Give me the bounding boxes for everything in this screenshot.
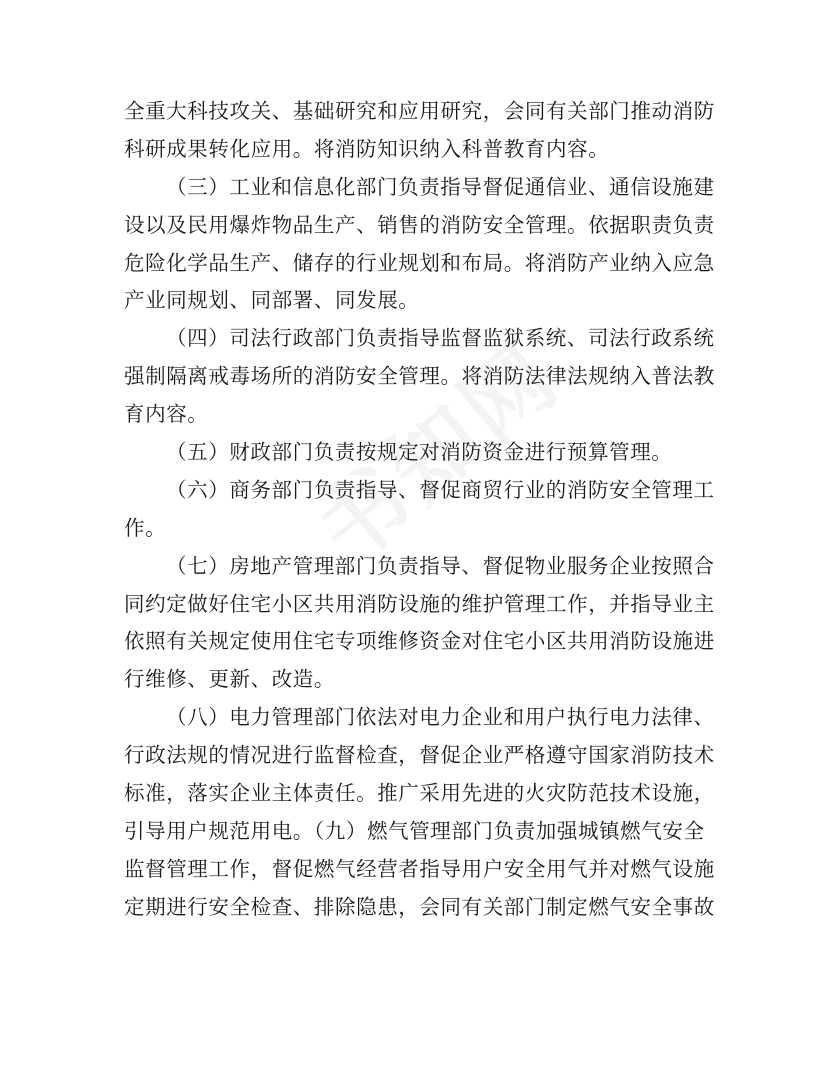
- text-line: 危险化学品生产、储存的行业规划和布局。将消防产业纳入应急: [124, 250, 715, 275]
- text-line: 定期进行安全检查、排除隐患，会同有关部门制定燃气安全事故: [124, 894, 715, 919]
- text-line: 育内容。: [124, 402, 209, 427]
- text-line: 产业同规划、同部署、同发展。: [124, 288, 420, 313]
- text-line: 全重大科技攻关、基础研究和应用研究，会同有关部门推动消防: [124, 99, 715, 123]
- text-line: 行维修、更新、改造。: [124, 667, 335, 692]
- text-line: 作。: [124, 515, 167, 540]
- text-line: 设以及民用爆炸物品生产、销售的消防安全管理。依据职责负责: [124, 212, 715, 237]
- text-line: 依照有关规定使用住宅专项维修资金对住宅小区共用消防设施进: [124, 629, 715, 654]
- text-line: 监督管理工作，督促燃气经营者指导用户安全用气并对燃气设施: [124, 856, 715, 881]
- text-line: 同约定做好住宅小区共用消防设施的维护管理工作，并指导业主: [124, 591, 715, 616]
- text-line: 科研成果转化应用。将消防知识纳入科普教育内容。: [124, 136, 610, 161]
- document-body: [124, 93, 715, 927]
- text-line: 标准，落实企业主体责任。推广采用先进的火灾防范技术设施，: [124, 781, 715, 806]
- text-line: 强制隔离戒毒场所的消防安全管理。将消防法律法规纳入普法教: [124, 364, 715, 389]
- paragraph-start-8: （八）电力管理部门依法对电力企业和用户执行电力法律、: [166, 705, 715, 730]
- paragraph-start-5: （五）财政部门负责按规定对消防资金进行预算管理。: [166, 440, 673, 465]
- paragraph-start-3: （三）工业和信息化部门负责指导督促通信业、通信设施建: [166, 174, 715, 199]
- paragraph-start-6: （六）商务部门负责指导、督促商贸行业的消防安全管理工: [166, 477, 715, 502]
- text-line: 引导用户规范用电。（九）燃气管理部门负责加强城镇燃气安全: [124, 818, 705, 843]
- paragraph-start-7: （七）房地产管理部门负责指导、督促物业服务企业按照合: [166, 553, 715, 578]
- text-line: 行政法规的情况进行监督检查，督促企业严格遵守国家消防技术: [124, 743, 715, 768]
- paragraph-start-4: （四）司法行政部门负责指导监督监狱系统、司法行政系统: [166, 326, 715, 351]
